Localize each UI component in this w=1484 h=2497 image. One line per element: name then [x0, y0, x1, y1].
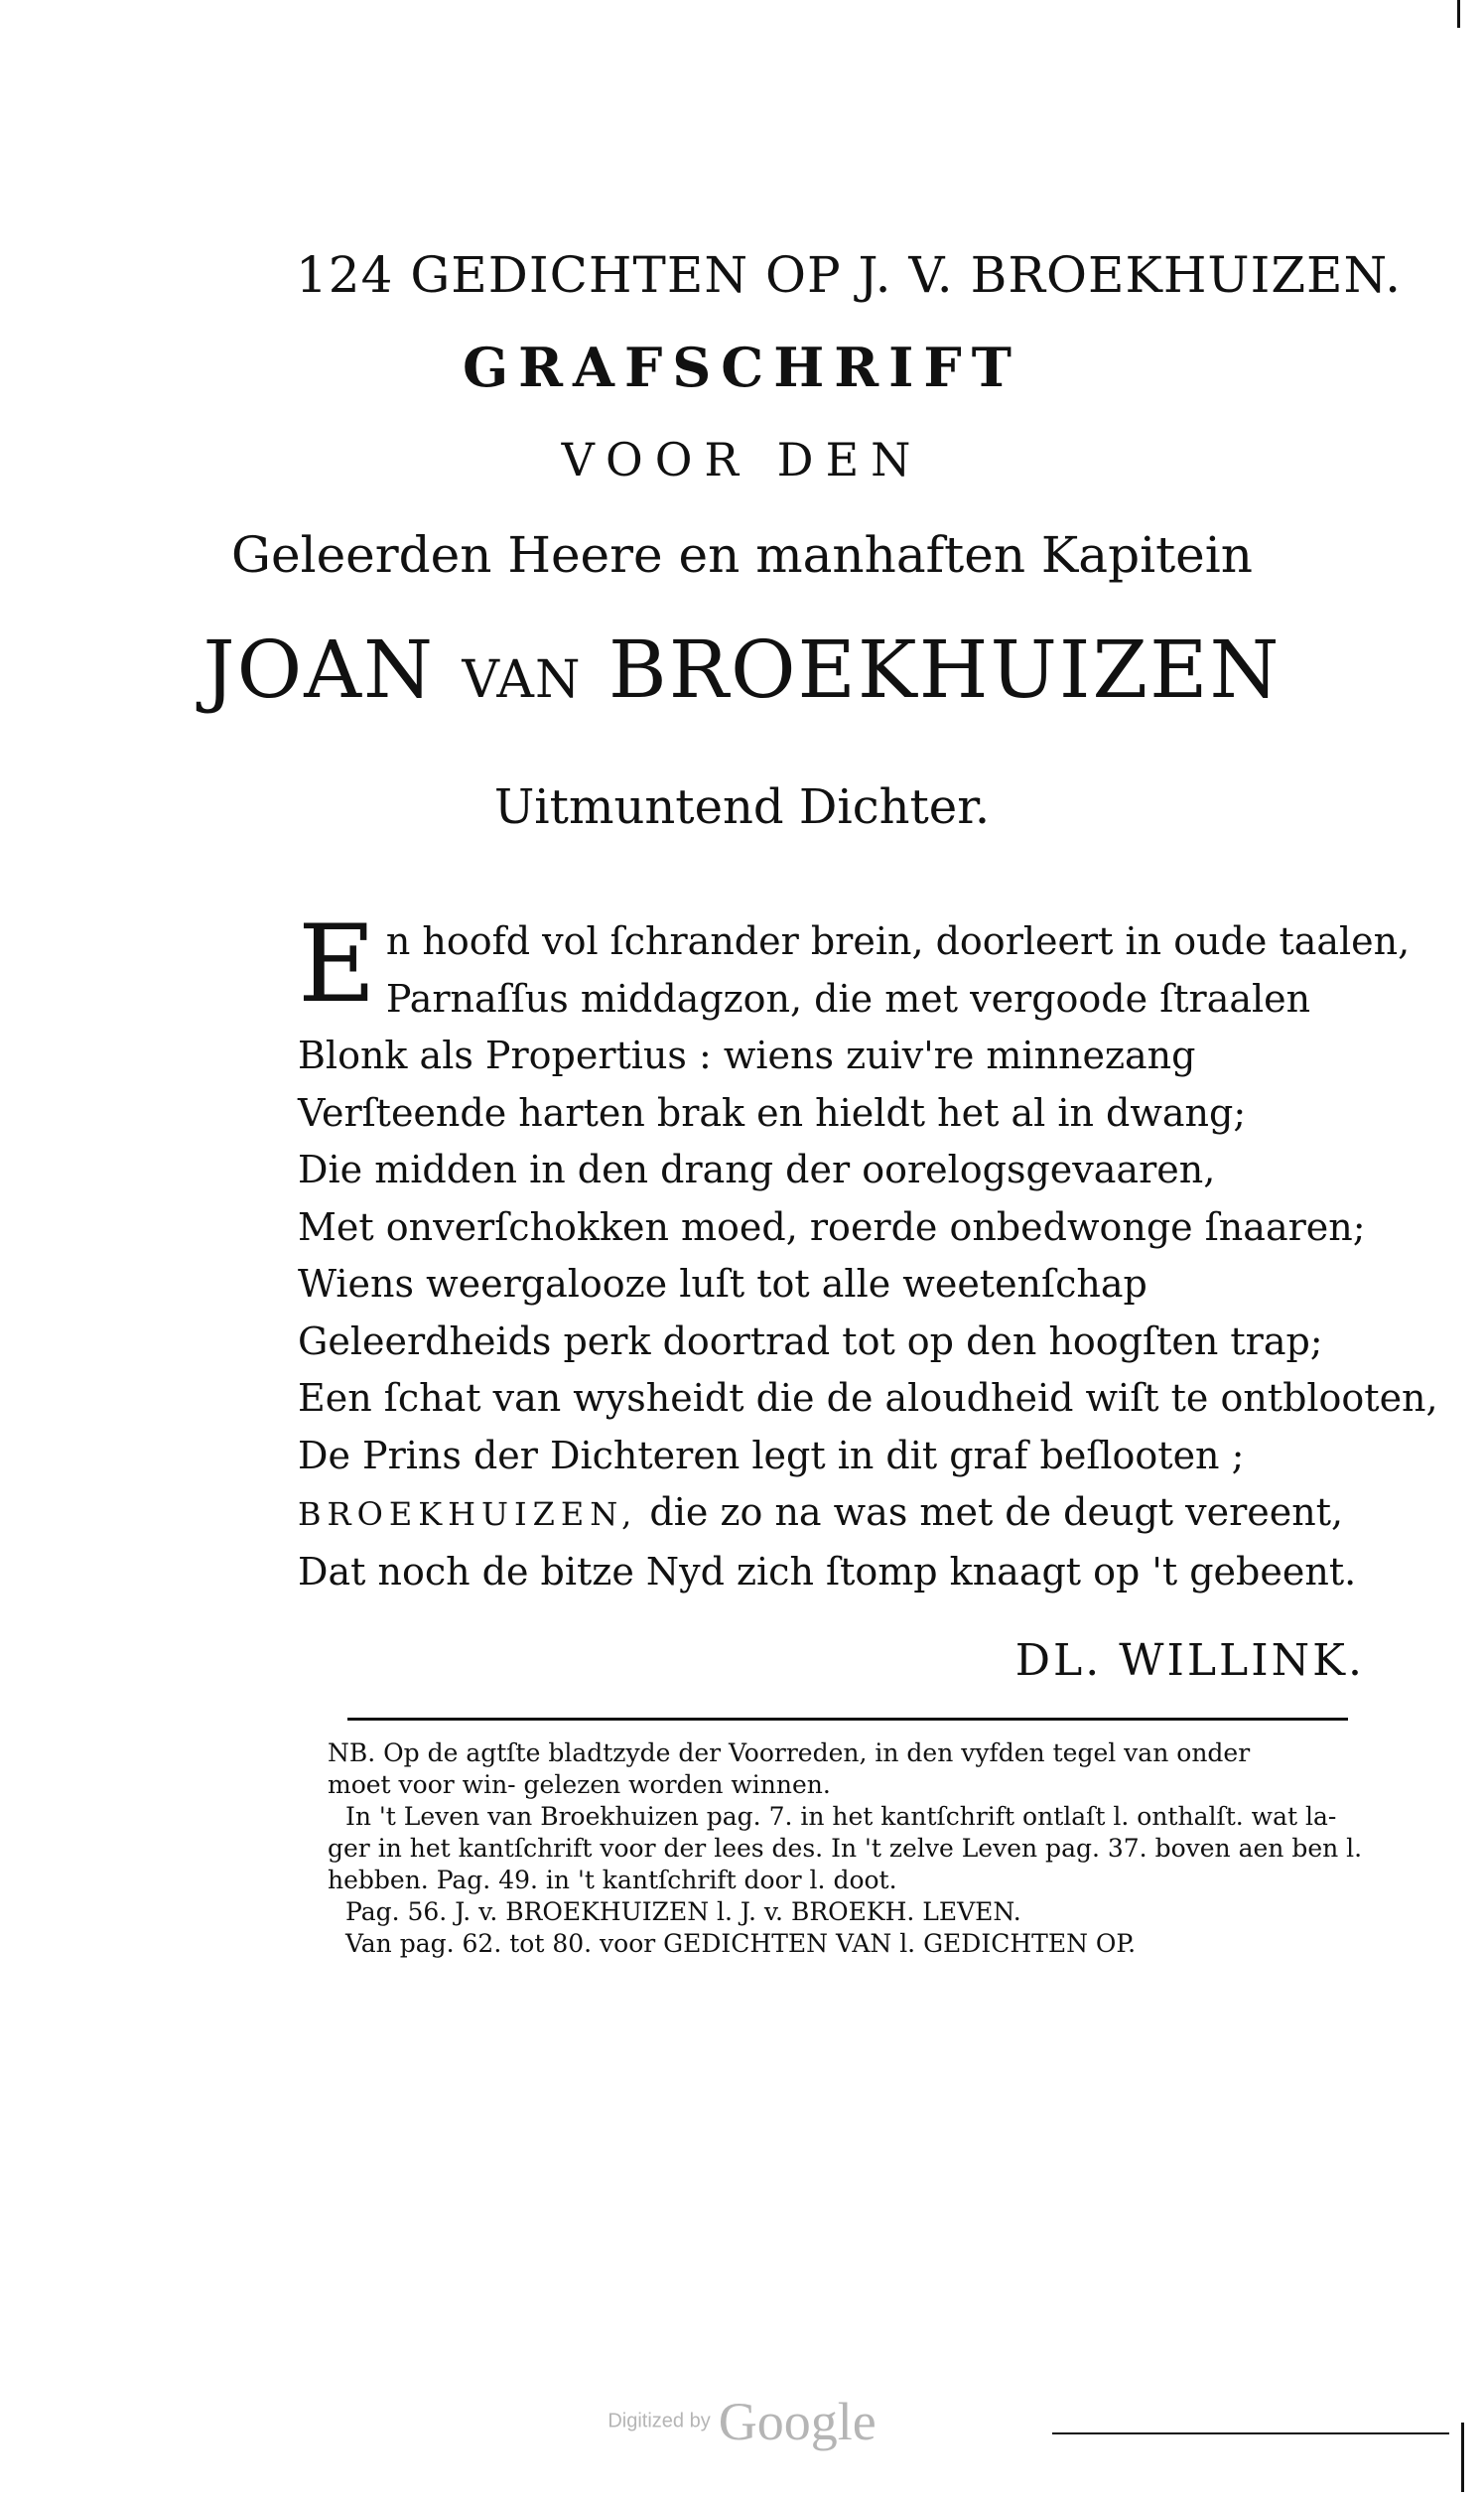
- note-line: ger in het kantſchrift voor der lees des. In 't zelve Leven pag. 37. boven aen ben l.: [328, 1834, 1363, 1863]
- page-edge-mark-top: [1457, 0, 1460, 28]
- poem-line: Wiens weergalooze luſt tot alle weetenſchap: [298, 1262, 1147, 1306]
- poem-line: Met onverſchokken moed, roerde onbedwonge ſnaaren;: [298, 1204, 1366, 1249]
- note-line: moet voor win- gelezen worden winnen.: [328, 1770, 831, 1799]
- google-logo: Google: [718, 2392, 877, 2451]
- poem-line: Blonk als Propertius : wiens zuiv're minnezang: [298, 1034, 1196, 1077]
- note-line: NB. Op de agtſte bladtzyde der Voorreden, in den vyfden tegel van onder: [328, 1738, 1251, 1767]
- errata-notes: [328, 1737, 1362, 1960]
- horizontal-rule: [347, 1718, 1348, 1721]
- note-line: Van pag. 62. tot 80. voor GEDICHTEN VAN l. GEDICHTEN OP.: [345, 1929, 1137, 1958]
- title-sub: VOOR DEN: [561, 433, 923, 486]
- poem-line: [298, 913, 1438, 971]
- poem-line: De Prins der Dichteren legt in dit graf beſlooten ;: [298, 1433, 1245, 1477]
- poem-name-line-rest: die zo na was met de deugt vereent,: [637, 1490, 1344, 1534]
- poem-line: Parnaſſus middagzon, die met vergoode ſtraalen: [385, 976, 1311, 1021]
- title-main: GRAFSCHRIFT: [463, 336, 1021, 399]
- note-line: hebben. Pag. 49. in 't kantſchrift door l. doot.: [328, 1866, 897, 1894]
- name-first: JOAN: [202, 624, 435, 716]
- poem-name-smallcaps: BROEKHUIZEN,: [298, 1495, 638, 1533]
- dedication-line: Geleerden Heere en manhaften Kapitein: [231, 526, 1253, 584]
- digitized-watermark: [0, 2391, 1484, 2452]
- poem-line: Een ſchat van wysheidt die de aloudheid wiſt te ontblooten,: [298, 1376, 1438, 1420]
- poem-line-text: n hoofd vol ſchrander brein, doorleert in oude taalen,: [385, 919, 1411, 963]
- poem-line: Verſteende harten brak en hieldt het al in dwang;: [298, 1090, 1247, 1135]
- poem: [298, 902, 1438, 1600]
- drop-cap: E: [298, 902, 376, 1027]
- signature: DL. WILLINK.: [1014, 1635, 1365, 1686]
- poem-line: Geleerdheids perk doortrad tot op den hoogſten trap;: [298, 1318, 1323, 1363]
- subject-name: [0, 624, 1484, 716]
- running-head: 124 GEDICHTEN OP J. V. BROEKHUIZEN.: [296, 246, 1403, 304]
- name-middle: VAN: [462, 650, 582, 710]
- watermark-prefix: Digitized by: [607, 2410, 711, 2432]
- poem-line-final: Dat noch de bitze Nyd zich ſtomp knaagt op 't gebeent.: [298, 1549, 1357, 1594]
- poem-line: Die midden in den drang der oorelogsgevaaren,: [298, 1148, 1216, 1191]
- note-line: In 't Leven van Broekhuizen pag. 7. in het kantſchrift ontlaſt l. onthalſt. wat la-: [345, 1802, 1337, 1831]
- subject-title: Uitmuntend Dichter.: [493, 779, 991, 835]
- poem-line-name: [298, 1484, 1438, 1544]
- name-last: BROEKHUIZEN: [607, 624, 1282, 716]
- note-line: Pag. 56. J. v. BROEKHUIZEN l. J. v. BROEKH. LEVEN.: [345, 1897, 1021, 1926]
